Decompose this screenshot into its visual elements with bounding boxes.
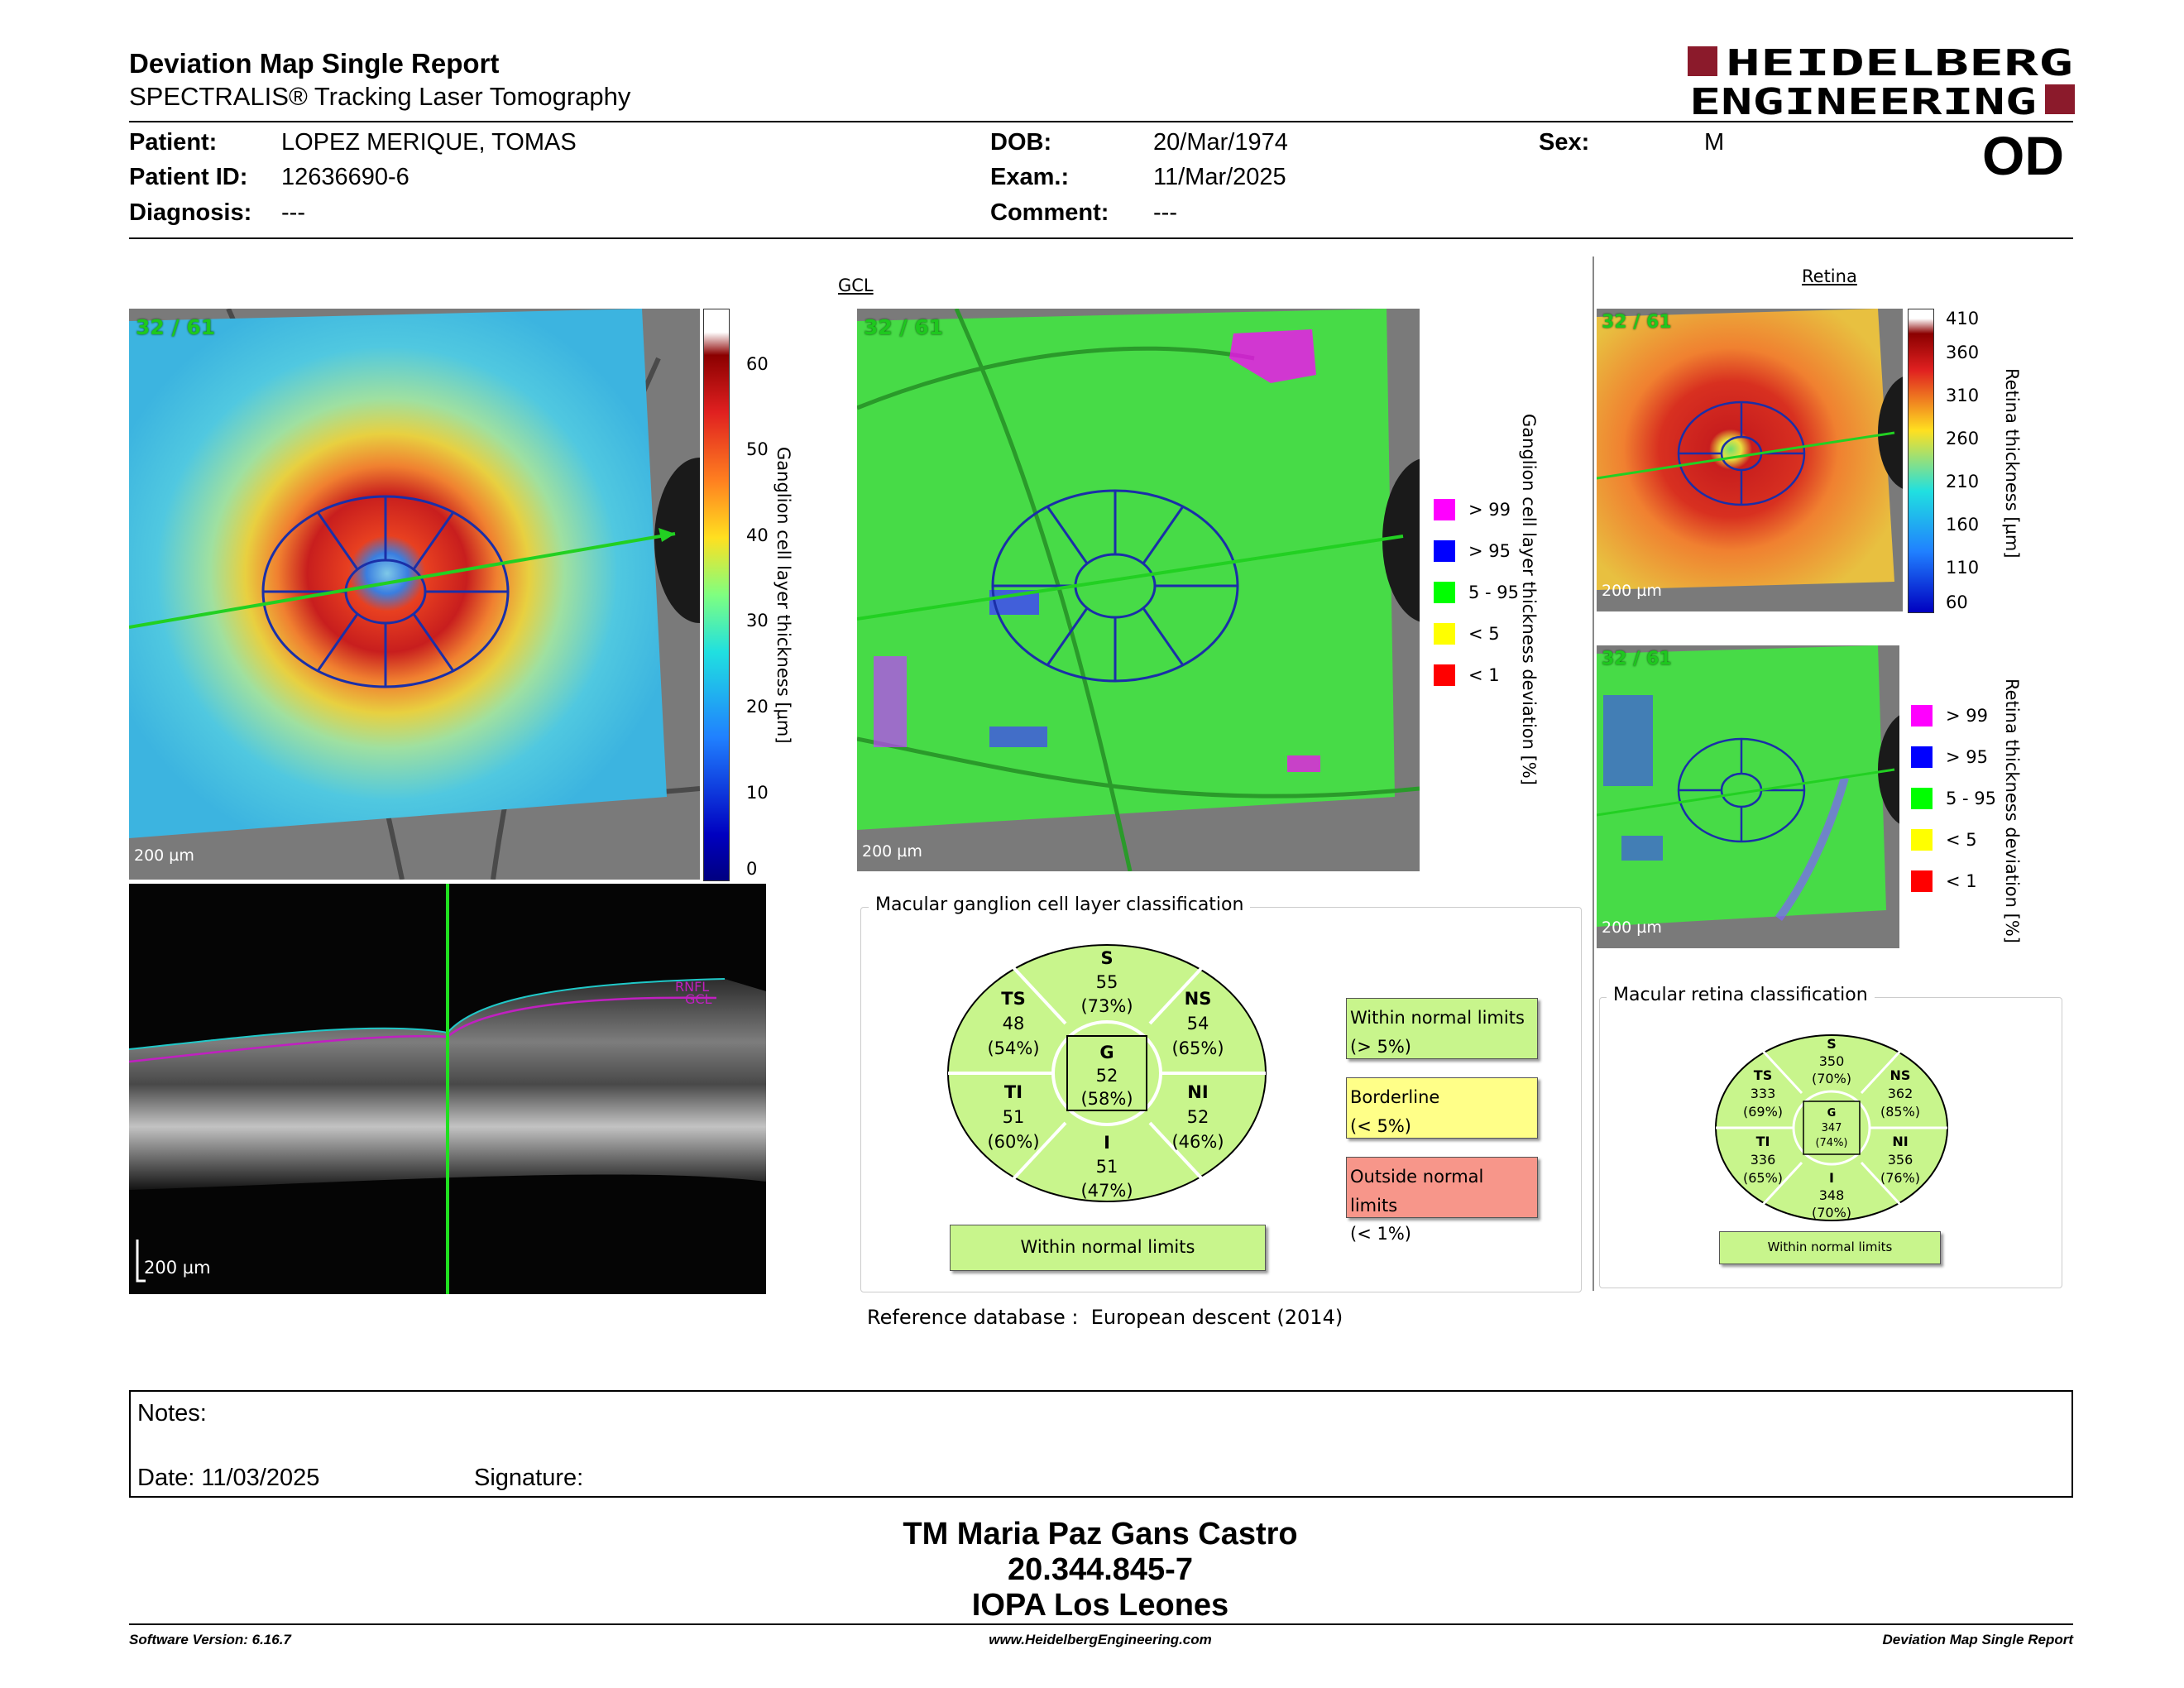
legend-swatch: [1434, 664, 1455, 686]
sector-value-ns: 362: [1887, 1086, 1913, 1101]
colorbar-tick: 20: [746, 697, 769, 717]
scale-bar-label: 200 µm: [1602, 918, 1662, 937]
legend-item: < 1: [1434, 664, 1500, 686]
logo-line1: HEIDELBERG: [1726, 45, 2073, 84]
sector-value-ti: 51: [1002, 1107, 1025, 1127]
legend-swatch: [1911, 788, 1933, 809]
retina-classification-title: Macular retina classification: [1607, 985, 1875, 1005]
gcl-colorbar: [703, 309, 730, 881]
report-title: Deviation Map Single Report: [129, 48, 500, 79]
reference-db: Reference database : European descent (2014): [867, 1306, 1343, 1329]
sector-value-g: 347: [1821, 1122, 1842, 1134]
colorbar-tick: 410: [1946, 309, 1980, 328]
legend-item: > 95: [1911, 746, 1988, 768]
dob-label: DOB:: [990, 129, 1052, 156]
signature-label: Signature:: [474, 1465, 584, 1491]
diagnosis-value: ---: [281, 199, 305, 226]
sector-name-ti: TI: [1003, 1082, 1023, 1102]
patient-label: Patient:: [129, 129, 218, 156]
frame-tag: 32 / 61: [1602, 649, 1672, 669]
key-within-normal: Within normal limits (> 5%): [1346, 998, 1538, 1059]
sector-value-i: 51: [1095, 1157, 1118, 1177]
legend-item: < 5: [1911, 829, 1977, 851]
sector-pct-ni: (46%): [1171, 1132, 1224, 1152]
sector-pct-s: (73%): [1080, 996, 1133, 1016]
section-divider: [1592, 257, 1594, 1291]
sector-name-i: I: [1829, 1170, 1834, 1186]
legend-swatch: [1911, 870, 1933, 892]
legend-item: 5 - 95: [1434, 582, 1519, 603]
colorbar-tick: 160: [1946, 515, 1980, 535]
sector-name-i: I: [1104, 1133, 1110, 1153]
retina-thickness-map: [1597, 309, 1903, 611]
signature-block: [0, 1517, 2184, 1623]
retina-sector-chart: [1711, 1030, 1952, 1225]
sector-name-ns: NS: [1889, 1067, 1911, 1083]
sector-name-ns: NS: [1184, 989, 1212, 1009]
sector-pct-ts: (69%): [1742, 1104, 1784, 1120]
scale-bar-label: 200 µm: [1602, 582, 1662, 600]
legend-item: > 95: [1434, 540, 1511, 562]
heidelberg-logo: [1688, 45, 2076, 117]
legend-swatch: [1434, 499, 1455, 520]
date-label: Date: 11/03/2025: [137, 1465, 320, 1491]
colorbar-title: Ganglion cell layer thickness deviation [%]: [1519, 414, 1539, 785]
frame-tag: 32 / 61: [1602, 312, 1672, 333]
sector-name-ts: TS: [1753, 1067, 1773, 1083]
gcl-overall-result: Within normal limits: [950, 1225, 1266, 1271]
sector-name-s: S: [1100, 948, 1114, 968]
legend-item: < 1: [1911, 870, 1977, 892]
footer-software: Software Version: 6.16.7: [129, 1632, 291, 1647]
notes-label: Notes:: [137, 1400, 207, 1427]
sector-name-s: S: [1827, 1036, 1837, 1052]
sector-value-ni: 52: [1186, 1107, 1209, 1127]
legend-swatch: [1911, 746, 1933, 768]
colorbar-title: Ganglion cell layer thickness [µm]: [774, 447, 793, 744]
gcl-classification-title: Macular ganglion cell layer classification: [869, 894, 1250, 915]
sector-value-ns: 54: [1186, 1014, 1209, 1033]
sector-name-ts: TS: [1001, 989, 1026, 1009]
sector-value-ti: 336: [1750, 1152, 1776, 1168]
sector-value-g: 52: [1095, 1066, 1118, 1086]
legend-swatch: [1434, 582, 1455, 603]
logo-line2: ENGINEERING: [1689, 81, 2037, 117]
legend-swatch: [1911, 705, 1933, 727]
sex-value: M: [1704, 129, 1725, 156]
footer-report: Deviation Map Single Report: [1882, 1632, 2073, 1647]
key-outside-normal: Outside normal limits (< 1%): [1346, 1157, 1538, 1218]
sector-pct-i: (47%): [1080, 1181, 1133, 1201]
sector-pct-g: (58%): [1080, 1089, 1133, 1109]
layer-tag-gcl: GCL: [685, 991, 712, 1007]
scale-bar-label: 200 µm: [134, 846, 194, 865]
sector-name-ti: TI: [1755, 1134, 1770, 1149]
sector-name-g: G: [1827, 1107, 1837, 1120]
footer-website[interactable]: www.HeidelbergEngineering.com: [989, 1632, 1212, 1647]
colorbar-tick: 10: [746, 783, 769, 803]
sector-pct-s: (70%): [1811, 1071, 1852, 1086]
sector-pct-i: (70%): [1811, 1205, 1852, 1220]
patient-id-label: Patient ID:: [129, 164, 248, 190]
sector-pct-ti: (65%): [1742, 1170, 1784, 1186]
retina-section-title: Retina: [1802, 266, 1857, 286]
legend-item: > 99: [1911, 705, 1988, 727]
sector-pct-ns: (65%): [1171, 1038, 1224, 1058]
gcl-section-title: GCL: [838, 276, 874, 295]
comment-label: Comment:: [990, 199, 1109, 226]
legend-item: 5 - 95: [1911, 788, 1996, 809]
signer-name: TM Maria Paz Gans Castro: [903, 1517, 1298, 1551]
sector-value-ni: 356: [1887, 1152, 1913, 1168]
scale-bar-label: 200 µm: [144, 1258, 211, 1278]
sector-pct-ni: (76%): [1880, 1170, 1921, 1186]
sector-name-ni: NI: [1187, 1082, 1209, 1102]
colorbar-tick: 40: [746, 525, 769, 545]
diagnosis-label: Diagnosis:: [129, 199, 252, 226]
sector-pct-ns: (85%): [1880, 1104, 1921, 1120]
colorbar-tick: 360: [1946, 343, 1980, 362]
eye-label: OD: [1982, 125, 2064, 186]
legend-item: < 5: [1434, 623, 1500, 645]
sector-value-ts: 48: [1002, 1014, 1025, 1033]
scale-bar-label: 200 µm: [862, 842, 922, 861]
sector-pct-ti: (60%): [987, 1132, 1040, 1152]
sector-value-s: 55: [1095, 972, 1118, 992]
colorbar-tick: 60: [746, 354, 769, 374]
patient-name: LOPEZ MERIQUE, TOMAS: [281, 129, 577, 156]
legend-item: > 99: [1434, 499, 1511, 520]
sector-pct-ts: (54%): [987, 1038, 1040, 1058]
sector-value-s: 350: [1818, 1053, 1845, 1069]
layer-tag-rnfl: RNFL: [675, 979, 710, 995]
sector-value-i: 348: [1818, 1187, 1845, 1203]
sector-pct-g: (74%): [1815, 1137, 1848, 1149]
exam-value: 11/Mar/2025: [1153, 164, 1286, 190]
retina-deviation-map: [1597, 645, 1899, 948]
colorbar-tick: 110: [1946, 558, 1980, 578]
sector-name-ni: NI: [1892, 1134, 1909, 1149]
colorbar-tick: 50: [746, 439, 769, 459]
legend-swatch: [1911, 829, 1933, 851]
retina-colorbar: [1908, 309, 1934, 613]
patient-id: 12636690-6: [281, 164, 410, 190]
colorbar-title: Retina thickness deviation [%]: [2002, 679, 2022, 943]
legend-swatch: [1434, 623, 1455, 645]
frame-tag: 32 / 61: [136, 315, 216, 339]
gcl-sector-chart: [943, 938, 1274, 1211]
comment-value: ---: [1153, 199, 1177, 226]
colorbar-title: Retina thickness [µm]: [2002, 368, 2022, 559]
key-borderline: Borderline (< 5%): [1346, 1077, 1538, 1139]
dob-value: 20/Mar/1974: [1153, 129, 1288, 156]
retina-overall-result: Within normal limits: [1719, 1231, 1941, 1264]
sector-name-g: G: [1099, 1043, 1114, 1062]
colorbar-tick: 310: [1946, 386, 1980, 405]
gcl-deviation-map: [857, 309, 1420, 871]
colorbar-tick: 210: [1946, 472, 1980, 492]
oct-bscan: [129, 884, 766, 1294]
frame-tag: 32 / 61: [864, 315, 944, 339]
report-subtitle: SPECTRALIS® Tracking Laser Tomography: [129, 82, 631, 111]
colorbar-tick: 260: [1946, 429, 1980, 448]
exam-label: Exam.:: [990, 164, 1070, 190]
colorbar-tick: 30: [746, 611, 769, 631]
sex-label: Sex:: [1539, 129, 1590, 156]
colorbar-tick: 0: [746, 859, 758, 879]
notes-box[interactable]: [129, 1390, 2073, 1498]
gcl-thickness-map: [129, 309, 700, 880]
signer-institution: IOPA Los Leones: [971, 1588, 1229, 1623]
signer-id: 20.344.845-7: [1008, 1552, 1193, 1587]
legend-swatch: [1434, 540, 1455, 562]
sector-value-ts: 333: [1750, 1086, 1776, 1101]
colorbar-tick: 60: [1946, 592, 1968, 612]
